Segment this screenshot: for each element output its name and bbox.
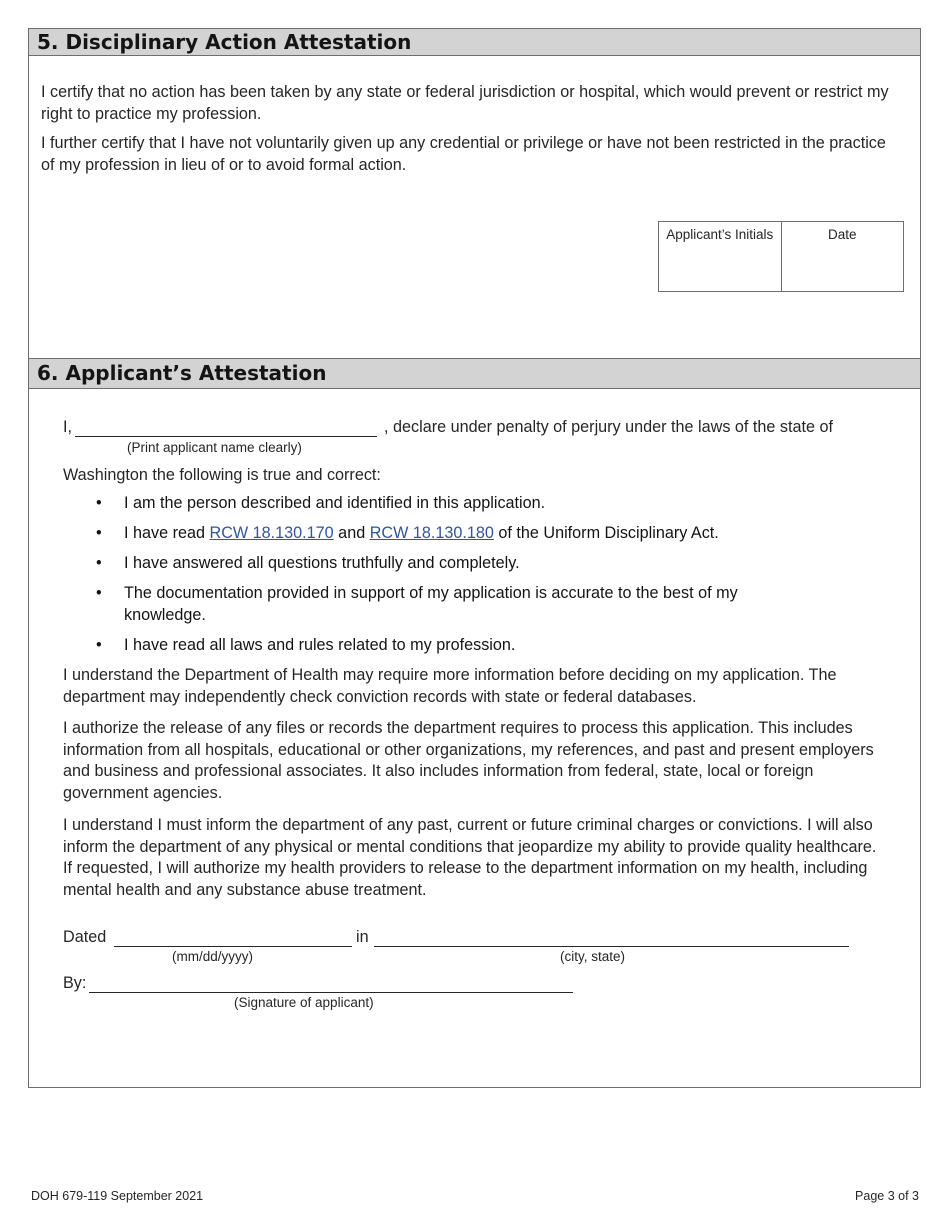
section-6-title: 6. Applicant’s Attestation bbox=[29, 359, 920, 389]
list-item bbox=[63, 635, 823, 657]
bullet-marker: • bbox=[96, 635, 102, 654]
initials-date-box bbox=[658, 221, 904, 292]
bullet-marker: • bbox=[96, 524, 102, 542]
city-state-hint: (city, state) bbox=[560, 949, 626, 964]
applicant-initials-label: Applicant’s Initials bbox=[666, 227, 774, 242]
list-item bbox=[63, 523, 823, 545]
bullet-marker: • bbox=[96, 584, 102, 602]
section-5-paragraph-2: I further certify that I have not voluntarily given up any credential or privilege or have not been restricted in the practice of my profession in lieu of or to avoid formal action. bbox=[41, 134, 886, 174]
bullet-text-middle: and bbox=[333, 524, 370, 542]
list-item bbox=[63, 583, 784, 626]
attestation-bullet-list bbox=[63, 493, 823, 665]
bullet-text: I am the person described and identified in this application. bbox=[124, 494, 546, 512]
section-5-disciplinary-attestation bbox=[28, 28, 921, 359]
applicant-name-hint: (Print applicant name clearly) bbox=[127, 440, 302, 455]
declaration-prefix: I, bbox=[63, 418, 72, 436]
declaration-suffix: , declare under penalty of perjury under the laws of the state of bbox=[384, 418, 834, 436]
page-number: Page 3 of 3 bbox=[855, 1189, 919, 1203]
by-label: By: bbox=[63, 974, 87, 992]
in-label: in bbox=[356, 928, 369, 946]
rcw-18-130-170-link[interactable]: RCW 18.130.170 bbox=[209, 524, 334, 542]
bullet-text-suffix: of the Uniform Disciplinary Act. bbox=[493, 524, 719, 542]
section-6-paragraph-3: I understand I must inform the department of any past, current or future criminal charges or convictions. I will also inform the department of any physical or mental conditions that jeopardize my ability to provide quality healthcare. If requested, I will authorize my health providers to release to the department information on my health, including mental health and any substance abuse treatment. bbox=[63, 816, 877, 899]
section-6-paragraph-1: I understand the Department of Health may require more information before deciding on my application. The department may independently check conviction records with state or federal databases. bbox=[63, 666, 837, 706]
list-item bbox=[63, 553, 823, 575]
rcw-18-130-180-link[interactable]: RCW 18.130.180 bbox=[369, 524, 494, 542]
section-6-applicant-attestation bbox=[28, 358, 921, 1088]
dated-label: Dated bbox=[63, 928, 107, 946]
signature-hint: (Signature of applicant) bbox=[234, 995, 374, 1010]
city-state-field[interactable] bbox=[374, 946, 849, 947]
list-item bbox=[63, 493, 823, 515]
applicant-name-field[interactable] bbox=[75, 436, 377, 437]
bullet-text: I have answered all questions truthfully and completely. bbox=[124, 554, 520, 572]
initials-date-field[interactable] bbox=[781, 222, 904, 291]
initials-date-label: Date bbox=[827, 227, 857, 242]
form-identifier: DOH 679-119 September 2021 bbox=[31, 1189, 204, 1203]
bullet-marker: • bbox=[96, 554, 102, 572]
bullet-text: The documentation provided in support of my application is accurate to the best of my knowledge. bbox=[124, 584, 738, 624]
bullet-text: I have read all laws and rules related to my profession. bbox=[124, 635, 516, 654]
section-6-paragraph-2: I authorize the release of any files or records the department requires to process this application. This includes information from all hospitals, educational or other organizations, my references, and past and present employers and business and professional associates. It also includes information from federal, state, local or foreign government agencies. bbox=[63, 719, 874, 802]
applicant-initials-field[interactable] bbox=[659, 222, 781, 291]
bullet-text-prefix: I have read bbox=[124, 524, 210, 542]
section-5-paragraph-1: I certify that no action has been taken by any state or federal jurisdiction or hospital, which would prevent or restrict my right to practice my profession. bbox=[41, 83, 889, 123]
bullet-marker: • bbox=[96, 494, 102, 512]
section-5-title: 5. Disciplinary Action Attestation bbox=[29, 29, 920, 56]
declaration-continuation: Washington the following is true and correct: bbox=[63, 466, 381, 484]
signature-field[interactable] bbox=[89, 992, 573, 993]
date-signed-field[interactable] bbox=[114, 946, 352, 947]
date-format-hint: (mm/dd/yyyy) bbox=[172, 949, 253, 964]
